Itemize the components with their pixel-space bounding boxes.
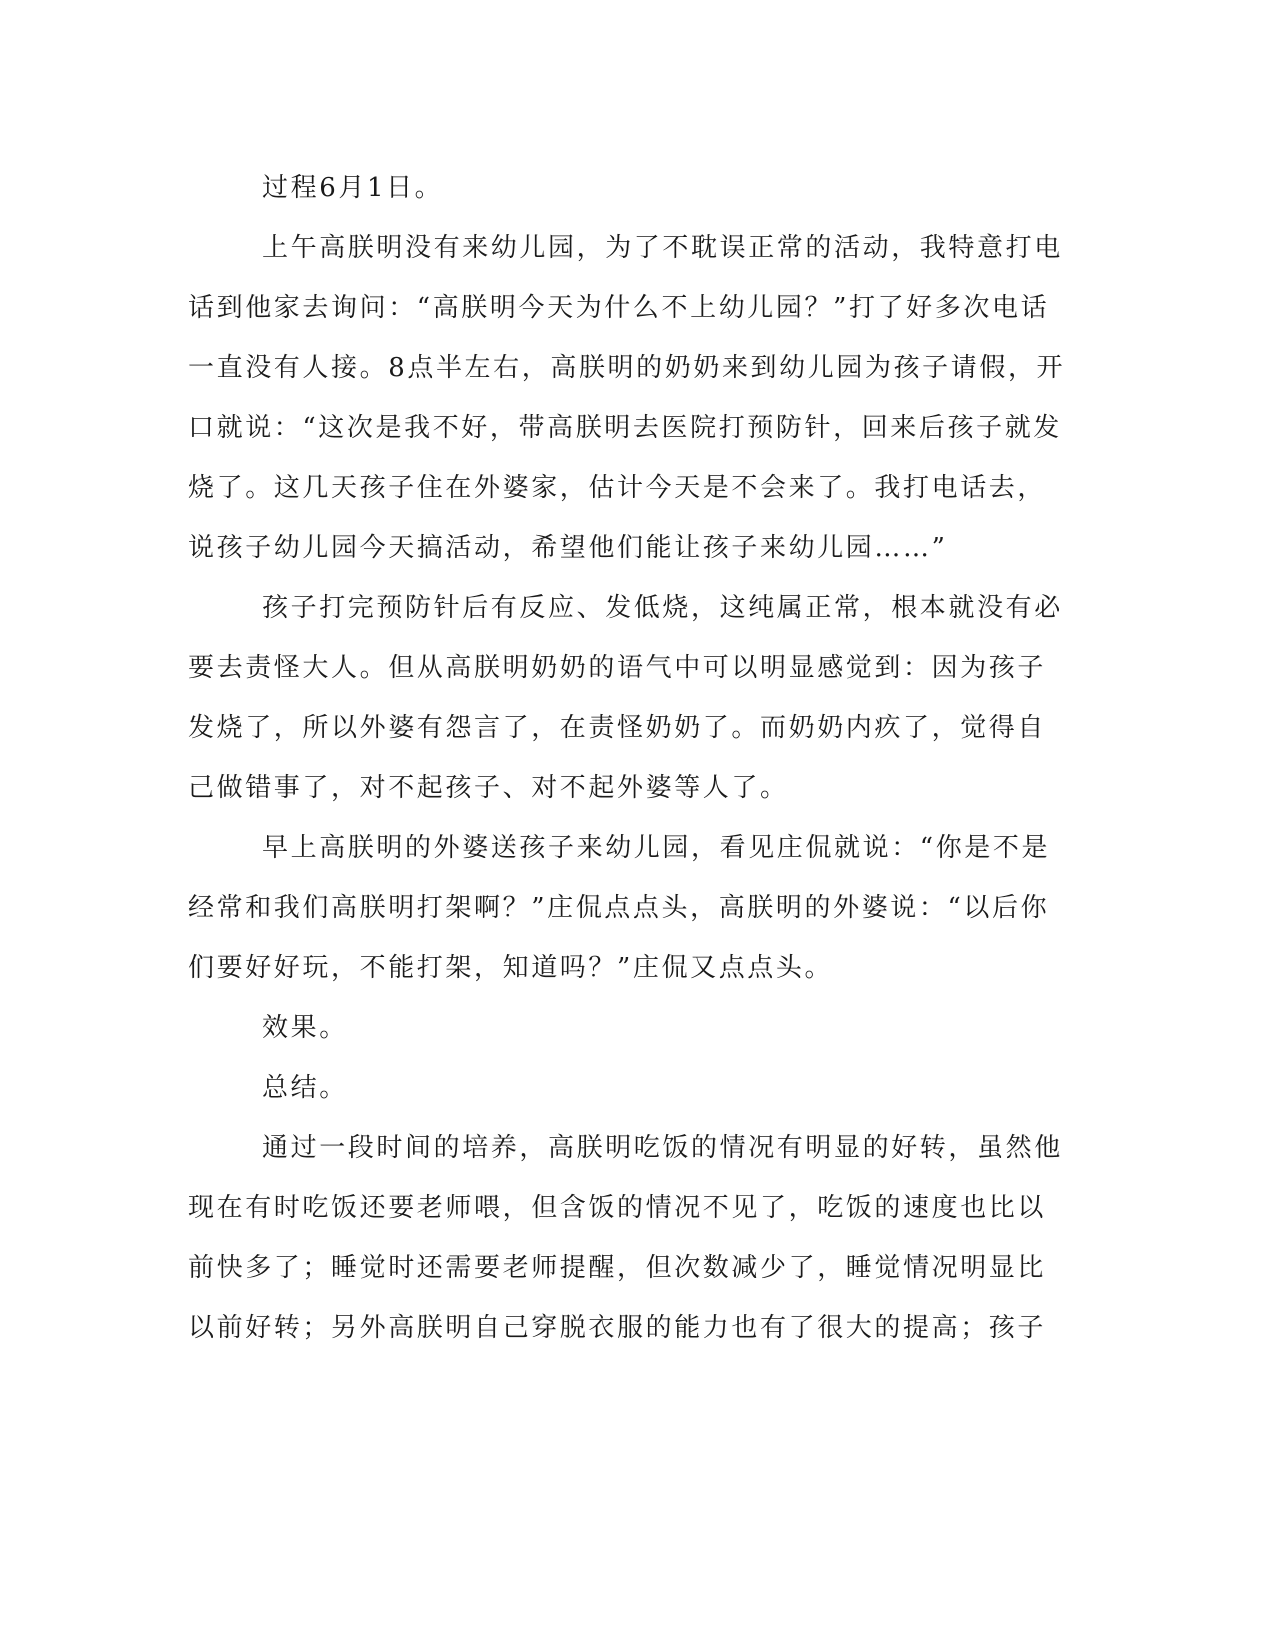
paragraph-heading-summary: 总结。	[262, 1073, 348, 1103]
paragraph-line: 发烧了，所以外婆有怨言了，在责怪奶奶了。而奶奶内疚了，觉得自	[188, 713, 1047, 743]
document-body	[188, 158, 1068, 1358]
paragraph-line: 通过一段时间的培养，高朕明吃饭的情况有明显的好转，虽然他	[262, 1133, 1063, 1163]
paragraph-line: 烧了。这几天孩子住在外婆家，估计今天是不会来了。我打电话去，	[188, 473, 1047, 503]
paragraph-line: 们要好好玩，不能打架，知道吗？”庄侃又点点头。	[188, 953, 834, 983]
paragraph-line: 说孩子幼儿园今天搞活动，希望他们能让孩子来幼儿园……”	[188, 533, 948, 563]
paragraph-line: 上午高朕明没有来幼儿园，为了不耽误正常的活动，我特意打电	[262, 233, 1063, 263]
paragraph-line: 孩子打完预防针后有反应、发低烧，这纯属正常，根本就没有必	[262, 593, 1063, 623]
paragraph-heading-effect: 效果。	[262, 1013, 348, 1043]
paragraph-heading-process: 过程6月1日。	[262, 173, 444, 203]
paragraph-line: 己做错事了，对不起孩子、对不起外婆等人了。	[188, 773, 789, 803]
paragraph-line: 要去责怪大人。但从高朕明奶奶的语气中可以明显感觉到：因为孩子	[188, 653, 1047, 683]
paragraph-line: 经常和我们高朕明打架啊？”庄侃点点头，高朕明的外婆说：“以后你	[188, 893, 1050, 923]
paragraph-line: 现在有时吃饭还要老师喂，但含饭的情况不见了，吃饭的速度也比以	[188, 1193, 1047, 1223]
paragraph-line: 前快多了；睡觉时还需要老师提醒，但次数减少了，睡觉情况明显比	[188, 1253, 1047, 1283]
paragraph-line: 话到他家去询问：“高朕明今天为什么不上幼儿园？”打了好多次电话	[188, 293, 1050, 323]
paragraph-line: 口就说：“这次是我不好，带高朕明去医院打预防针，回来后孩子就发	[188, 413, 1062, 443]
paragraph-line: 一直没有人接。8点半左右，高朕明的奶奶来到幼儿园为孩子请假，开	[188, 353, 1066, 383]
paragraph-line: 以前好转；另外高朕明自己穿脱衣服的能力也有了很大的提高；孩子	[188, 1313, 1047, 1343]
paragraph-line: 早上高朕明的外婆送孩子来幼儿园，看见庄侃就说：“你是不是	[262, 833, 1051, 863]
